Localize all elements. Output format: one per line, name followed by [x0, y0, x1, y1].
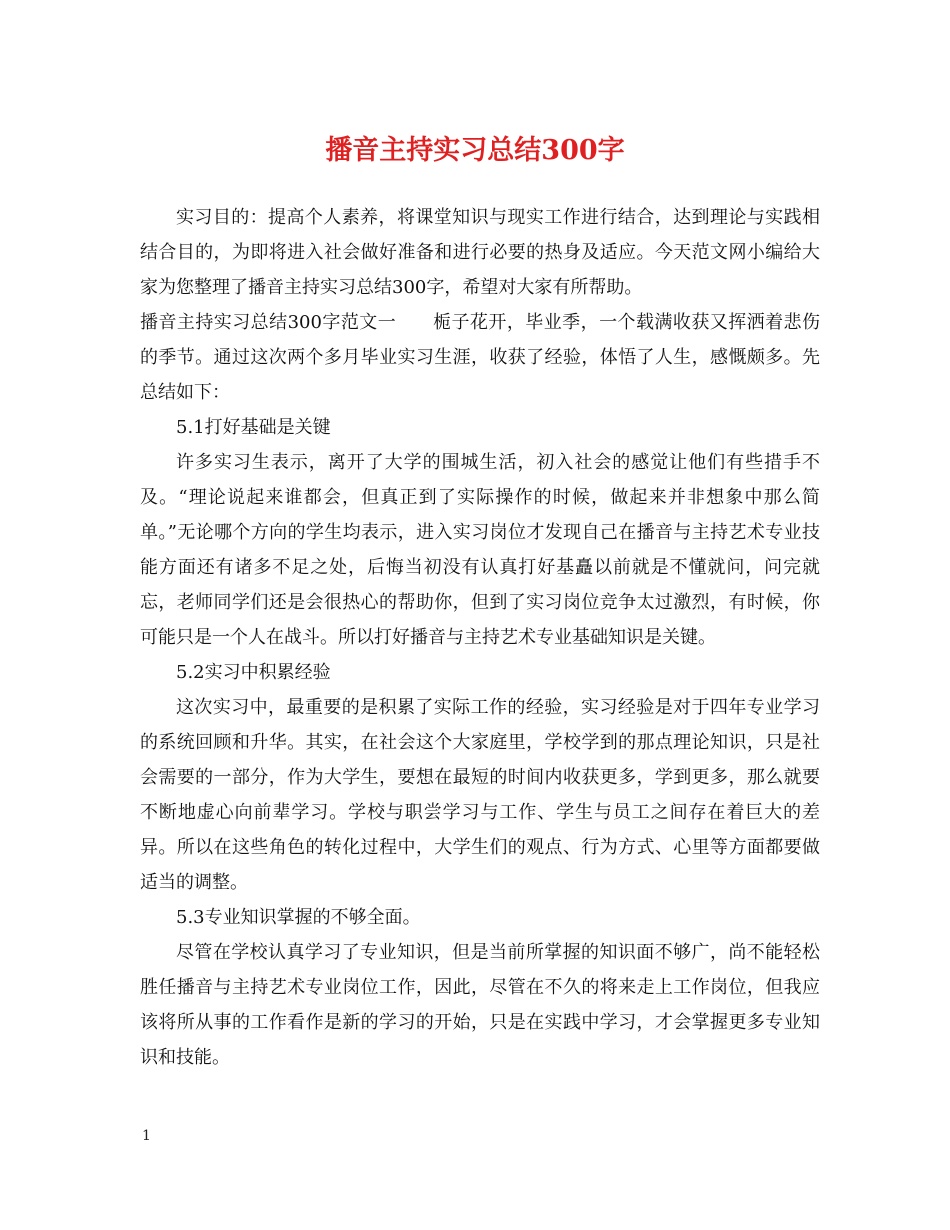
page-number: 1 — [142, 1128, 151, 1144]
heading-5-2: 5.2实习中积累经验 — [176, 662, 331, 683]
document-body — [140, 200, 820, 1075]
heading-5-3: 5.3专业知识掌握的不够全面。 — [176, 907, 421, 928]
paragraph-experience: 这次实习中，最重要的是积累了实际工作的经验，实习经验是对于四年专业学习的系统回顾和升华。其实，在社会这个大家庭里，学校学到的那点理论知识，只是社会需要的一部分，作为大学生，要想在最短的时间内收获更多，学到更多，那么就要不断地虚心向前辈学习。学校与职尝学习与工作、学生与员工之间存在着巨大的差异。所以在这些角色的转化过程中，大学生们的观点、行为方式、心里等方面都要做适当的调整。 — [140, 697, 820, 893]
paragraph-basics: 许多实习生表示，离开了大学的围城生活，初入社会的感觉让他们有些措手不及。“理论说起来谁都会，但真正到了实际操作的时候，做起来并非想象中那么简单。”无论哪个方向的学生均表示，进入实习岗位才发现自己在播音与主持艺术专业技能方面还有诸多不足之处，后悔当初没有认真打好基矗以前就是不懂就问，问完就忘，老师同学们还是会很热心的帮助你，但到了实习岗位竞争太过激烈，有时候，你可能只是一个人在战斗。所以打好播音与主持艺术专业基础知识是关键。 — [140, 452, 820, 648]
paragraph-intro: 实习目的：提高个人素养，将课堂知识与现实工作进行结合，达到理论与实践相结合目的，为即将进入社会做好准备和进行必要的热身及适应。今天范文网小编给大家为您整理了播音主持实习总结300字，希望对大家有所帮助。 — [140, 207, 820, 298]
document-title: 播音主持实习总结300字 — [325, 135, 625, 166]
paragraph-sample-one: 播音主持实习总结300字范文一 栀子花开，毕业季，一个载满收获又挥洒着悲伤的季节。通过这次两个多月毕业实习生涯，收获了经验，体悟了人生，感慨颇多。先总结如下： — [140, 312, 820, 403]
heading-5-1: 5.1打好基础是关键 — [176, 417, 331, 438]
paragraph-knowledge: 尽管在学校认真学习了专业知识，但是当前所掌握的知识面不够广，尚不能轻松胜任播音与主持艺术专业岗位工作，因此，尽管在不久的将来走上工作岗位，但我应该将所从事的工作看作是新的学习的开始，只是在实践中学习，才会掌握更多专业知识和技能。 — [140, 942, 820, 1068]
